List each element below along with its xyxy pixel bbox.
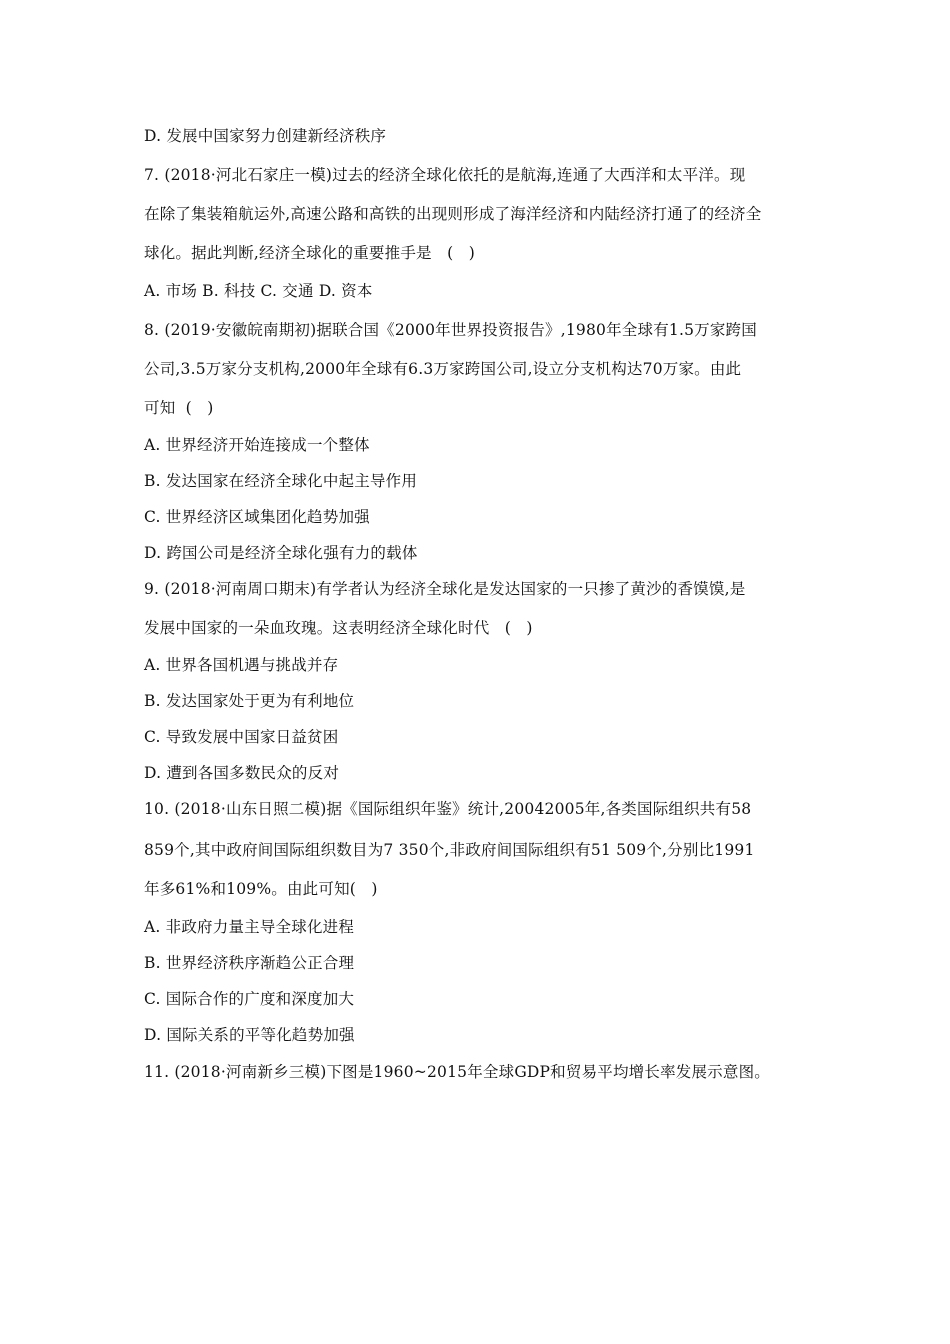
q8-stem-line-1: 8. (2019·安徽皖南期初)据联合国《2000年世界投资报告》,1980年全球有1.5万家跨国: [144, 321, 757, 339]
q9-option-c: C. 导致发展中国家日益贫困: [144, 728, 339, 746]
q8-option-a: A. 世界经济开始连接成一个整体: [144, 436, 370, 454]
q8-stem-line-2: 公司,3.5万家分支机构,2000年全球有6.3万家跨国公司,设立分支机构达70万家。由此: [144, 360, 742, 378]
q7-options: A. 市场 B. 科技 C. 交通 D. 资本: [144, 282, 373, 300]
q7-stem-line-3: 球化。据此判断,经济全球化的重要推手是 ( ): [144, 244, 475, 262]
q8-stem-line-3: 可知 ( ): [144, 399, 214, 417]
q9-stem-line-2: 发展中国家的一朵血玫瑰。这表明经济全球化时代 ( ): [144, 619, 533, 637]
q10-option-c: C. 国际合作的广度和深度加大: [144, 990, 355, 1008]
q8-option-b: B. 发达国家在经济全球化中起主导作用: [144, 472, 418, 490]
q10-option-b: B. 世界经济秩序渐趋公正合理: [144, 954, 355, 972]
q7-stem-line-2: 在除了集装箱航运外,高速公路和高铁的出现则形成了海洋经济和内陆经济打通了的经济全: [144, 205, 762, 223]
q8-option-c: C. 世界经济区域集团化趋势加强: [144, 508, 370, 526]
q9-option-a: A. 世界各国机遇与挑战并存: [144, 656, 339, 674]
q9-stem-line-1: 9. (2018·河南周口期末)有学者认为经济全球化是发达国家的一只掺了黄沙的香馍馍,是: [144, 580, 746, 598]
q10-option-d: D. 国际关系的平等化趋势加强: [144, 1026, 355, 1044]
q10-option-a: A. 非政府力量主导全球化进程: [144, 918, 355, 936]
q7-stem-line-1: 7. (2018·河北石家庄一模)过去的经济全球化依托的是航海,连通了大西洋和太平洋。现: [144, 166, 746, 184]
q10-stem-line-2: 859个,其中政府间国际组织数目为7 350个,非政府间国际组织有51 509个,分别比1991: [144, 841, 755, 859]
q11-stem-line-1: 11. (2018·河南新乡三模)下图是1960~2015年全球GDP和贸易平均增长率发展示意图。: [144, 1063, 770, 1081]
q9-option-b: B. 发达国家处于更为有利地位: [144, 692, 355, 710]
q9-option-d: D. 遭到各国多数民众的反对: [144, 764, 340, 782]
q10-stem-line-1: 10. (2018·山东日照二模)据《国际组织年鉴》统计,20042005年,各类国际组织共有58: [144, 800, 752, 818]
q8-option-d: D. 跨国公司是经济全球化强有力的载体: [144, 544, 418, 562]
q6-option-d: D. 发展中国家努力创建新经济秩序: [144, 127, 387, 145]
q10-stem-line-3: 年多61%和109%。由此可知( ): [144, 880, 378, 898]
